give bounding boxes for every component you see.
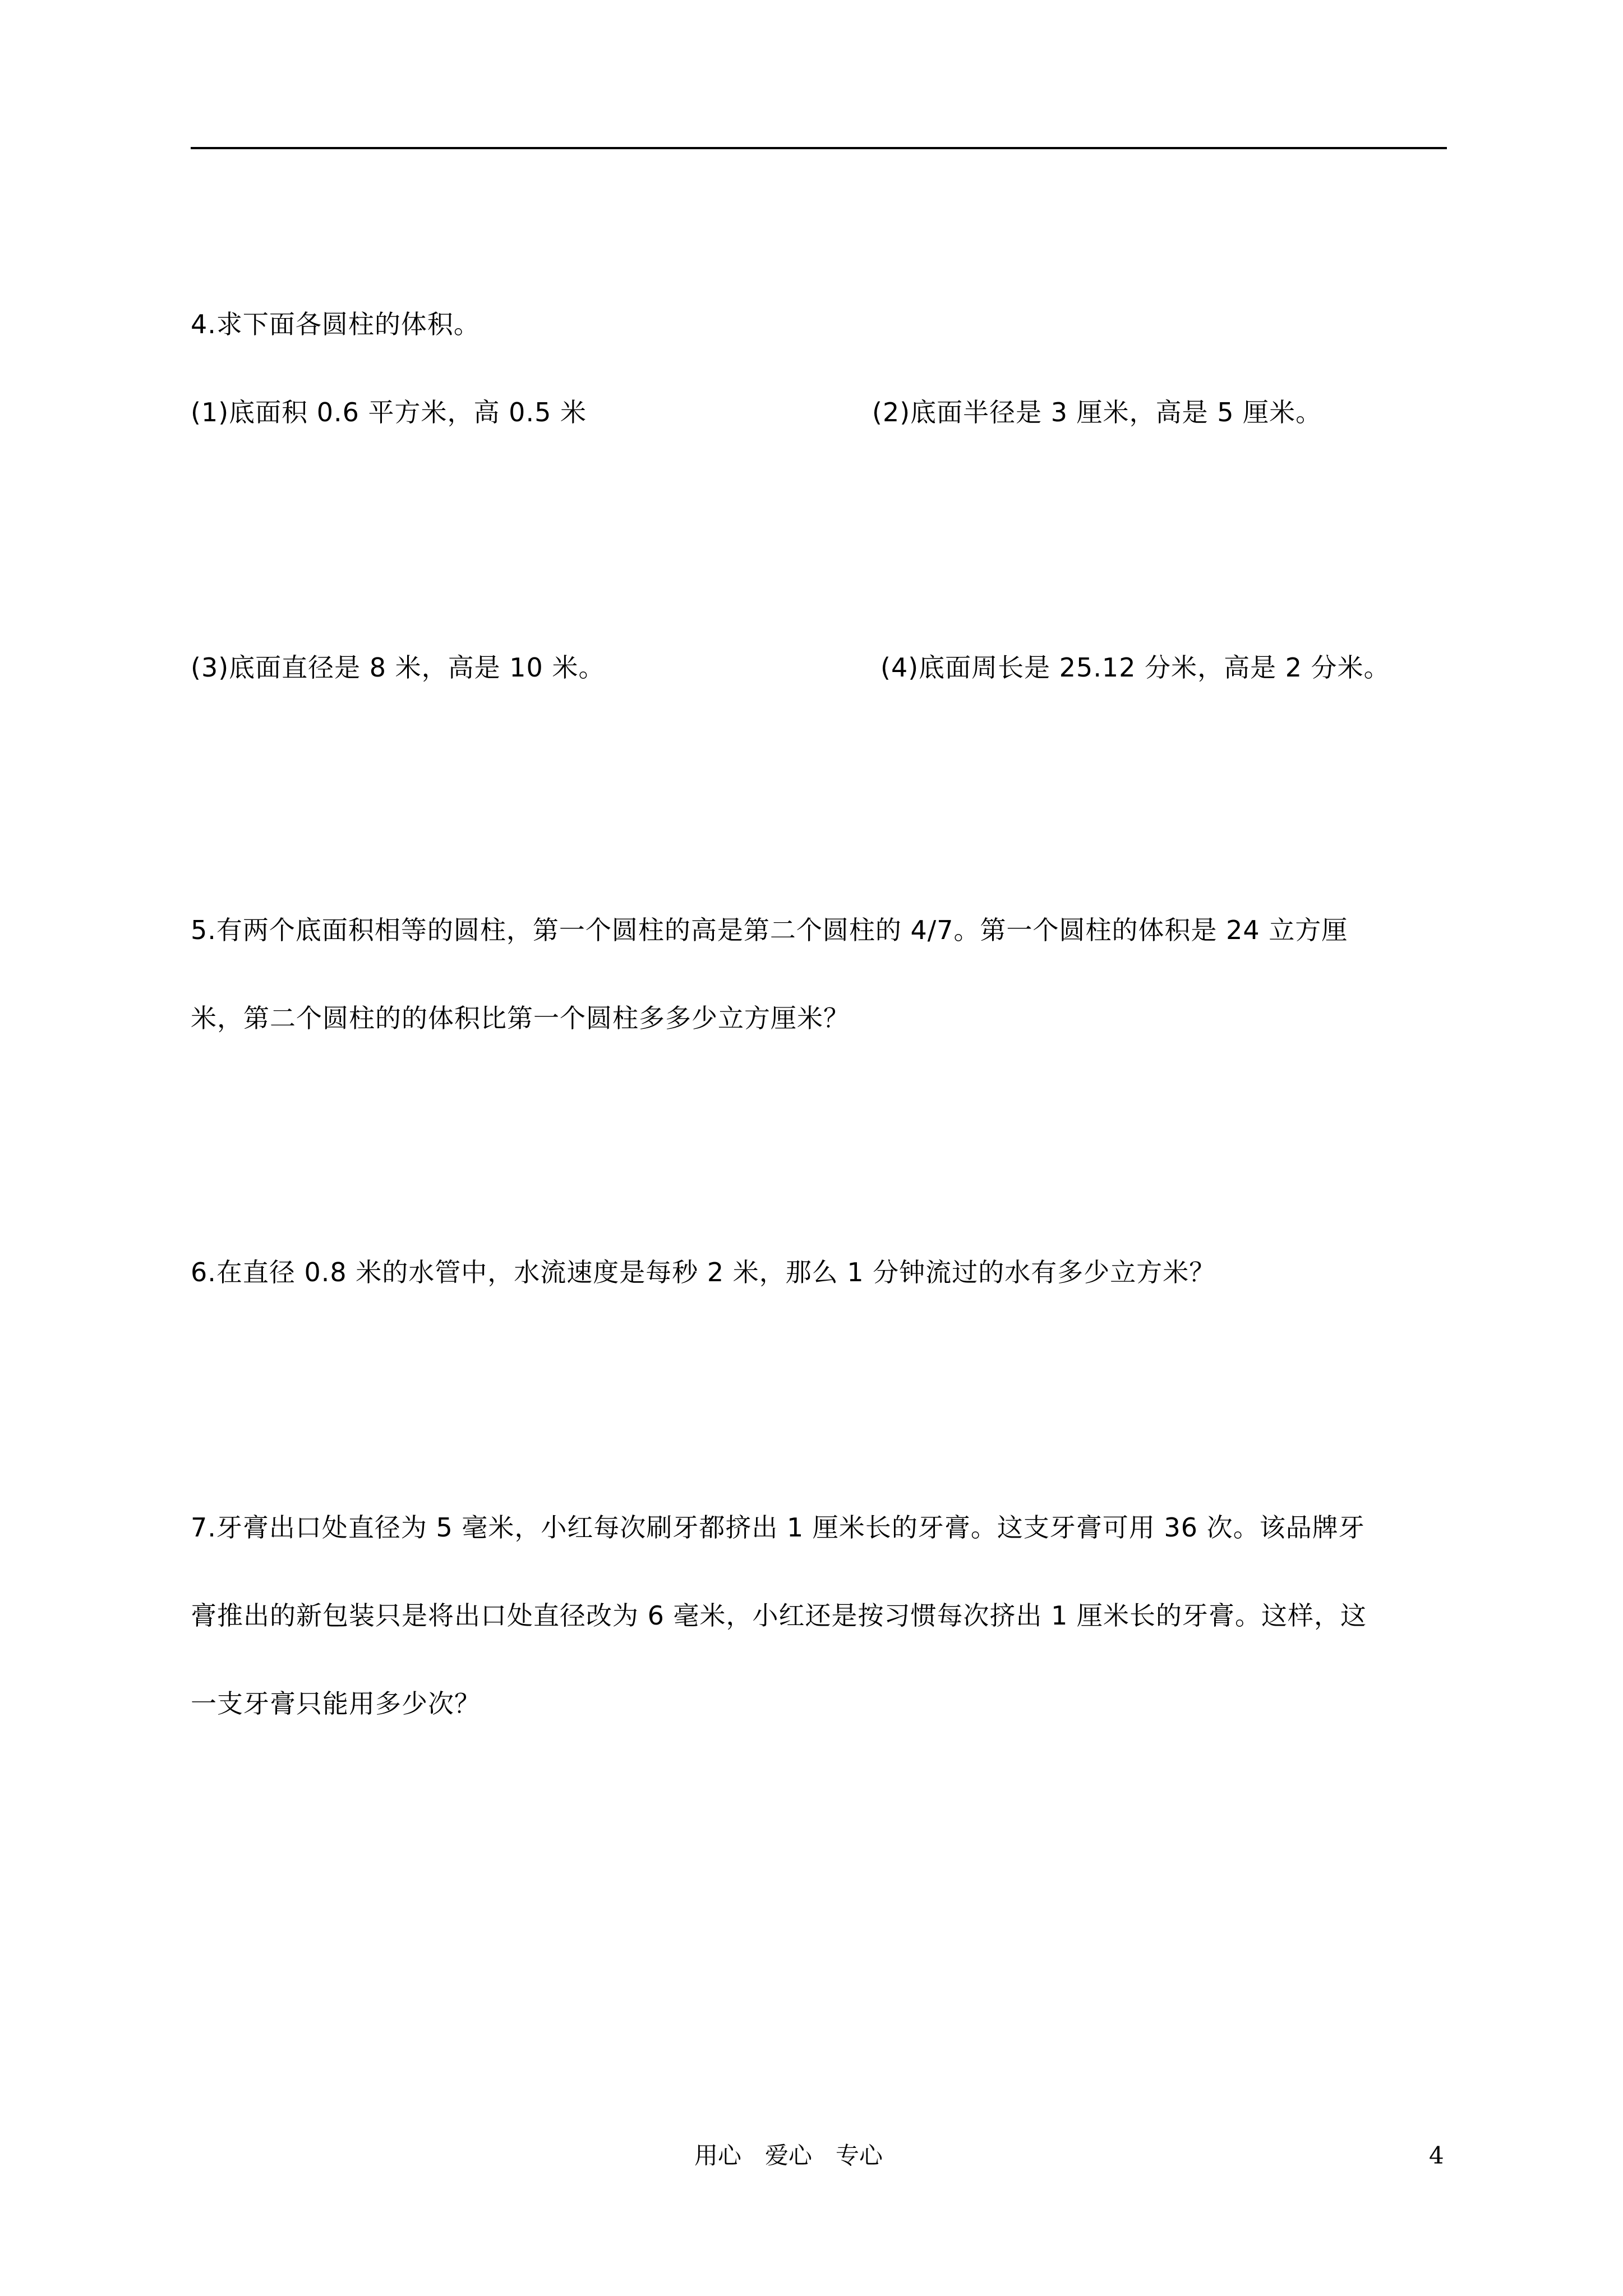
question-5-line-1: 5.有两个底面积相等的圆柱，第一个圆柱的高是第二个圆柱的 4/7。第一个圆柱的体积是 24 立方厘 [191, 915, 1348, 945]
question-5-line-2: 米，第二个圆柱的的体积比第一个圆柱多多少立方厘米？ [191, 1003, 850, 1033]
question-4-part-3: (3)底面直径是 8 米，高是 10 米。 [191, 652, 605, 683]
page-number: 4 [1429, 2142, 1444, 2169]
question-7-line-1: 7.牙膏出口处直径为 5 毫米，小红每次刷牙都挤出 1 厘米长的牙膏。这支牙膏可用 36 次。该品牌牙 [191, 1512, 1365, 1543]
question-4-part-2: (2)底面半径是 3 厘米，高是 5 厘米。 [872, 397, 1322, 427]
question-4-part-1: (1)底面积 0.6 平方米，高 0.5 米 [191, 397, 587, 427]
question-7-line-2: 膏推出的新包装只是将出口处直径改为 6 毫米，小红还是按习惯每次挤出 1 厘米长的牙膏。这样，这 [191, 1600, 1367, 1631]
question-4-part-4: (4)底面周长是 25.12 分米，高是 2 分米。 [880, 652, 1390, 683]
question-4-title: 4.求下面各圆柱的体积。 [191, 309, 480, 339]
question-7-line-3: 一支牙膏只能用多少次？ [191, 1688, 481, 1719]
footer-motto: 用心 爱心 专心 [694, 2142, 883, 2169]
header-rule [191, 147, 1447, 149]
question-6-line-1: 6.在直径 0.8 米的水管中，水流速度是每秒 2 米，那么 1 分钟流过的水有多少立方米？ [191, 1257, 1216, 1287]
